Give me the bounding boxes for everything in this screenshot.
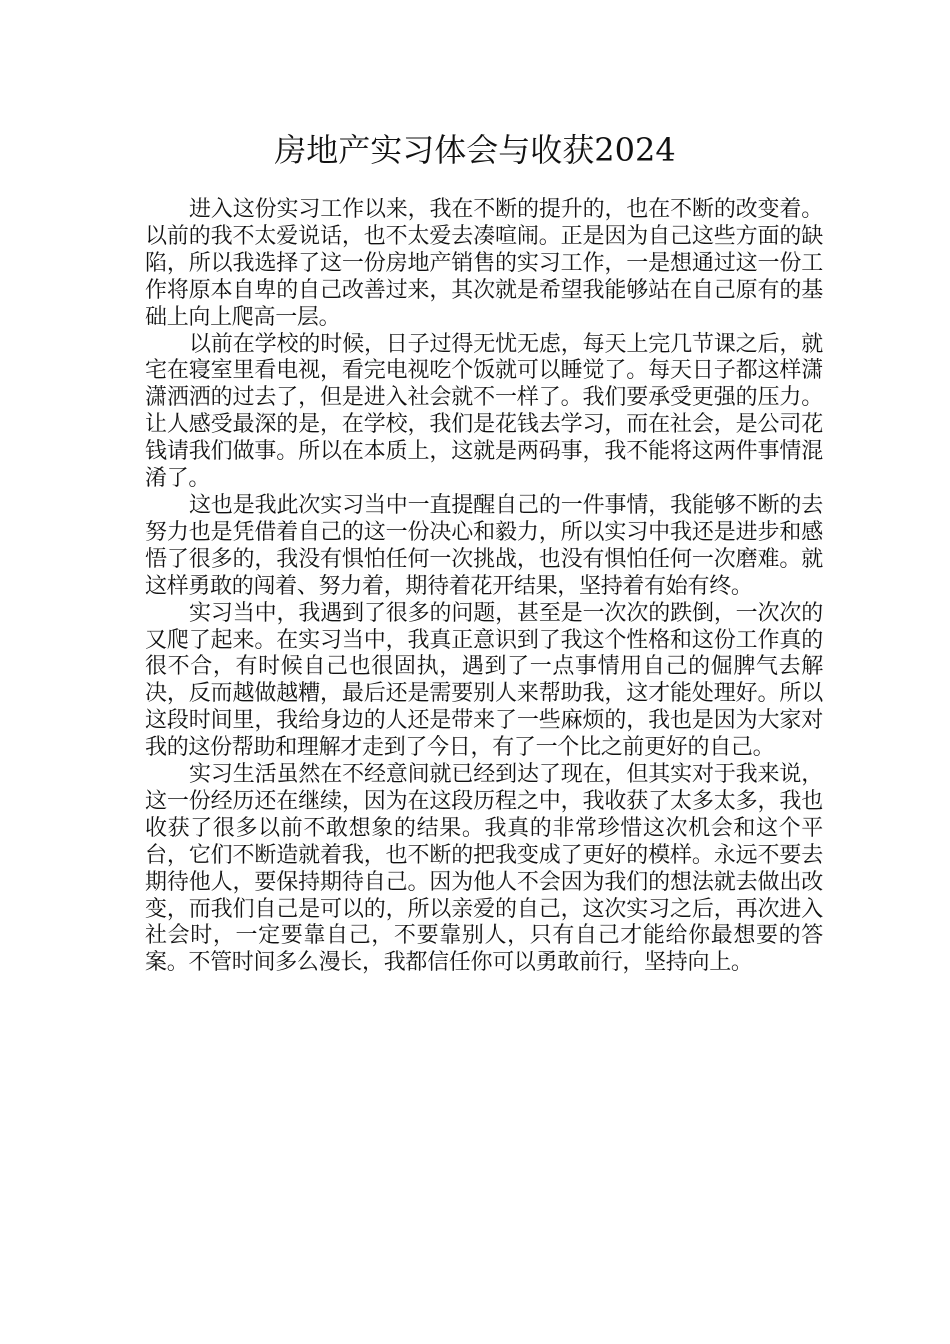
paragraph-4: 实习当中，我遇到了很多的问题，甚至是一次次的跌倒，一次次的又爬了起来。在实习当中，我真正意识到了我这个性格和这份工作真的很不合，有时候自己也很固执，遇到了一点事情用自己的倔脾气去解决，反而越做越糟，最后还是需要别人来帮助我，这才能处理好。所以这段时间里，我给身边的人还是带来了一些麻烦的，我也是因为大家对我的这份帮助和理解才走到了今日，有了一个比之前更好的自己。 bbox=[145, 600, 823, 761]
document-title: 房地产实习体会与收获2024 bbox=[274, 131, 676, 169]
paragraph-3: 这也是我此次实习当中一直提醒自己的一件事情，我能够不断的去努力也是凭借着自己的这一份决心和毅力，所以实习中我还是进步和感悟了很多的，我没有惧怕任何一次挑战，也没有惧怕任何一次磨难。就这样勇敢的闯着、努力着，期待着花开结果，坚持着有始有终。 bbox=[145, 492, 823, 599]
paragraph-5: 实习生活虽然在不经意间就已经到达了现在，但其实对于我来说，这一份经历还在继续，因为在这段历程之中，我收获了太多太多，我也收获了很多以前不敢想象的结果。我真的非常珍惜这次机会和这个平台，它们不断造就着我，也不断的把我变成了更好的模样。永远不要去期待他人，要保持期待自己。因为他人不会因为我们的想法就去做出改变，而我们自己是可以的，所以亲爱的自己，这次实习之后，再次进入社会时，一定要靠自己，不要靠别人，只有自己才能给你最想要的答案。不管时间多么漫长，我都信任你可以勇敢前行，坚持向上。 bbox=[145, 762, 823, 976]
paragraph-2: 以前在学校的时候，日子过得无忧无虑，每天上完几节课之后，就宅在寝室里看电视，看完电视吃个饭就可以睡觉了。每天日子都这样潇潇洒洒的过去了，但是进入社会就不一样了。我们要承受更强的压力。让人感受最深的是，在学校，我们是花钱去学习，而在社会，是公司花钱请我们做事。所以在本质上，这就是两码事，我不能将这两件事情混淆了。 bbox=[145, 331, 823, 492]
paragraph-1: 进入这份实习工作以来，我在不断的提升的，也在不断的改变着。以前的我不太爱说话，也不太爱去凑喧闹。正是因为自己这些方面的缺陷，所以我选择了这一份房地产销售的实习工作，一是想通过这一份工作将原本自卑的自己改善过来，其次就是希望我能够站在自己原有的基础上向上爬高一层。 bbox=[145, 197, 823, 330]
document-body bbox=[145, 197, 823, 977]
